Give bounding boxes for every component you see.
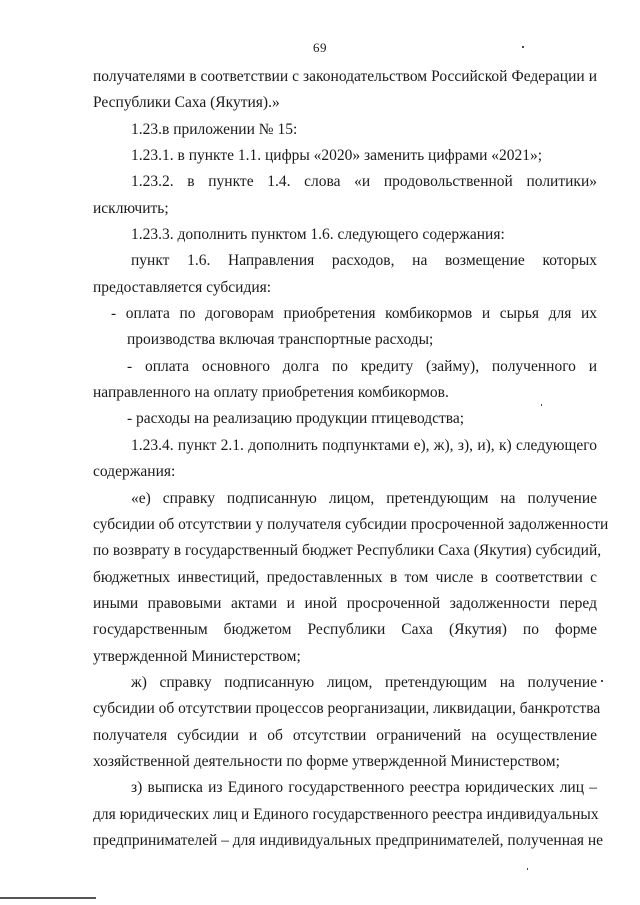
text-line: иными правовыми актами и иной просроченной задолженности перед [93, 594, 597, 612]
text-line: для юридических лиц и Единого государственного реестра индивидуальных [93, 805, 599, 823]
text-line: получателя субсидии и об отсутствии ограничений на осуществление [93, 726, 597, 744]
text-line: предпринимателей – для индивидуальных предпринимателей, полученная не [93, 831, 604, 849]
scan-speck [522, 46, 524, 48]
text-line: государственным бюджетом Республики Саха (Якутия) по форме [93, 621, 597, 639]
text-line: исключить; [93, 199, 169, 217]
text-line: предоставляется субсидия: [93, 278, 272, 296]
text-line: субсидии об отсутствии процессов реорганизации, ликвидации, банкротства [93, 700, 601, 718]
text-line: пункт 1.6. Направления расходов, на возмещение которых [131, 252, 597, 270]
text-line: - оплата основного долга по кредиту (займу), полученного и [127, 357, 597, 375]
scan-speck [601, 680, 603, 682]
text-line: субсидии об отсутствии у получателя субсидии просроченной задолженности [93, 515, 609, 533]
text-line: з) выписка из Единого государственного реестра юридических лиц – [131, 779, 597, 797]
text-line: 1.23.2. в пункте 1.4. слова «и продовольственной политики» [131, 173, 597, 191]
text-line: - оплата по договорам приобретения комбикормов и сырья для их [111, 305, 597, 323]
text-line: - расходы на реализацию продукции птицеводства; [127, 410, 465, 428]
text-line: хозяйственной деятельности по форме утвержденной Министерством; [93, 752, 560, 770]
text-line: 1.23.1. в пункте 1.1. цифры «2020» заменить цифрами «2021»; [131, 147, 543, 165]
text-line: ж) справку подписанную лицом, претендующим на получение [131, 673, 597, 691]
text-line: направленного на оплату приобретения комбикормов. [93, 384, 449, 402]
text-line: Республики Саха (Якутия).» [93, 94, 280, 112]
text-line: содержания: [93, 463, 176, 481]
text-line: 1.23.3. дополнить пунктом 1.6. следующего содержания: [131, 226, 505, 244]
page-number: 69 [313, 40, 327, 55]
scan-speck [527, 868, 528, 870]
text-line: 1.23.4. пункт 2.1. дополнить подпунктами е), ж), з), и), к) следующего [131, 436, 597, 454]
text-line: утвержденной Министерством; [93, 647, 301, 665]
scan-speck [541, 404, 542, 406]
text-line: по возврату в государственный бюджет Республики Саха (Якутия) субсидий, [93, 542, 602, 560]
text-line: получателями в соответствии с законодательством Российской Федерации и [93, 68, 597, 85]
text-line: 1.23.в приложении № 15: [131, 120, 298, 138]
document-body [93, 64, 609, 854]
text-line: бюджетных инвестиций, предоставленных в том числе в соответствии с [93, 568, 597, 586]
scan-edge-line [0, 897, 96, 899]
text-line: производства включая транспортные расходы; [127, 331, 434, 349]
text-line: «е) справку подписанную лицом, претендующим на получение [131, 489, 597, 507]
